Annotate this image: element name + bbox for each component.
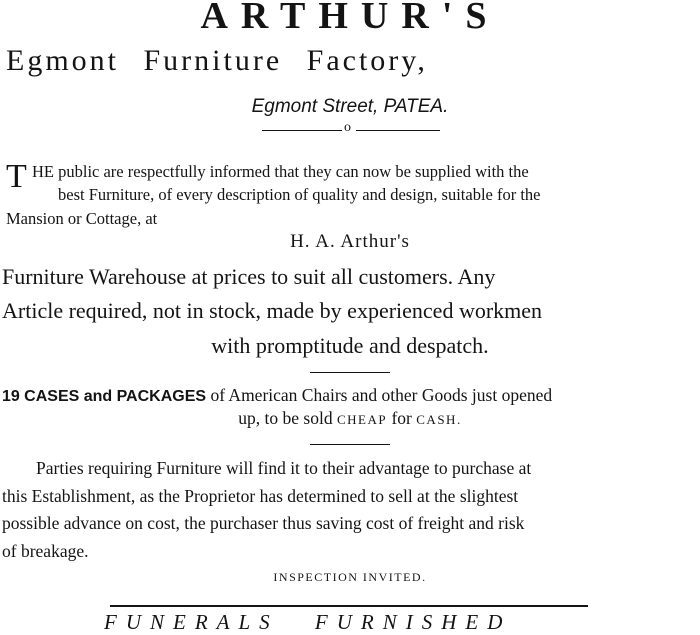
funerals-furnished-heading: FUNERALS FURNISHED	[104, 610, 512, 634]
cases-line-1	[2, 384, 552, 408]
parties-line-3: possible advance on cost, the purchaser thus saving cost of freight and risk	[2, 513, 525, 533]
divider-left-line	[262, 130, 342, 131]
drop-cap: T	[6, 158, 27, 195]
cash-word: CASH.	[416, 412, 462, 427]
warehouse-line-1: Furniture Warehouse at prices to suit all customers. Any	[2, 264, 496, 289]
intro-line-3: Mansion or Cottage, at	[6, 209, 158, 228]
cases-line-1-rest: of American Chairs and other Goods just opened	[210, 385, 553, 405]
cases-count: 19	[2, 388, 20, 405]
parties-line-4: of breakage.	[2, 541, 89, 561]
short-rule-2	[310, 444, 390, 445]
divider-right-line	[356, 130, 440, 131]
ornamental-divider	[262, 120, 440, 137]
inspection-invited: INSPECTION INVITED.	[273, 570, 427, 584]
warehouse-line-3: with promptitude and despatch.	[211, 333, 489, 358]
short-rule-1	[310, 372, 390, 373]
cases-bold-2: PACKAGES	[116, 388, 207, 405]
parties-line-1: Parties requiring Furniture will find it to their advantage to purchase at	[36, 458, 532, 478]
street-address: Egmont Street, PATEA.	[251, 96, 449, 117]
advert-title: ARTHUR'S	[200, 0, 500, 37]
intro-line-1: HE public are respectfully informed that they can now be supplied with the	[32, 162, 529, 181]
cases-line-2-start: up, to be sold	[238, 408, 333, 428]
proprietor-name: H. A. Arthur's	[290, 231, 410, 252]
parties-line-2: this Establishment, as the Proprietor has determined to sell at the slightest	[2, 486, 519, 506]
footer-rule	[110, 605, 588, 607]
cases-bold-1: CASES and	[24, 388, 113, 405]
cheap-word: CHEAP	[336, 412, 388, 427]
warehouse-line-2: Article required, not in stock, made by experienced workmen	[2, 298, 543, 323]
cases-line-2	[0, 407, 700, 431]
cases-line-2-mid: for	[391, 408, 412, 428]
factory-name: Egmont Furniture Factory,	[6, 44, 428, 77]
divider-mark: o	[344, 120, 351, 135]
intro-line-2: best Furniture, of every description of quality and design, suitable for the	[58, 185, 541, 204]
